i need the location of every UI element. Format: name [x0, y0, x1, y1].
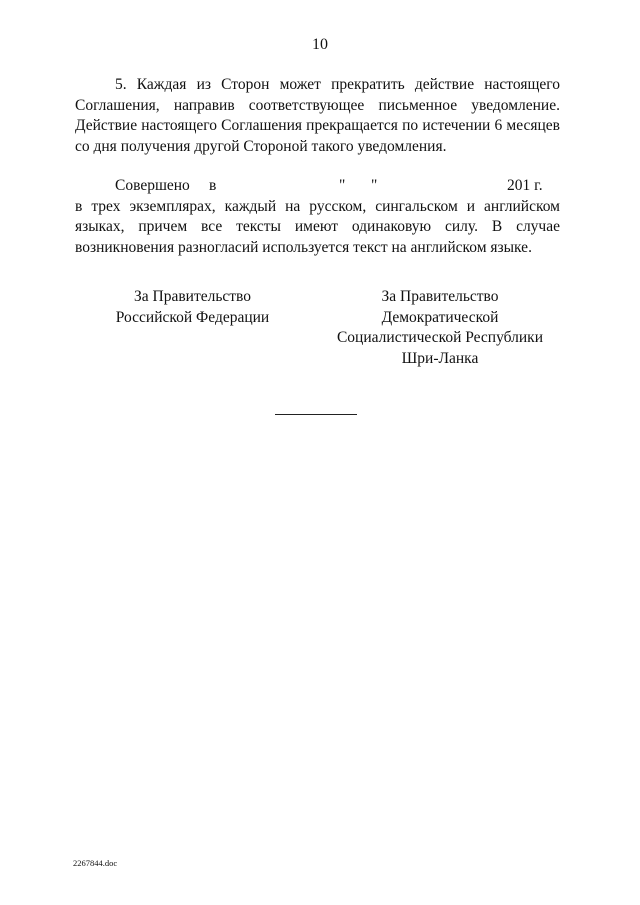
- done-in-line: языках, причем все тексты имеют одинаковую силу. В случае: [75, 218, 560, 235]
- clause-5-line: 5. Каждая из Сторон может прекратить действие настоящего: [115, 76, 560, 93]
- done-in-line: в трех экземплярах, каждый на русском, сингальском и английском: [75, 197, 560, 215]
- done-in-line: возникновения разногласий используется текст на английском языке.: [75, 238, 532, 256]
- clause-5-line: Действие настоящего Соглашения прекращается по истечении 6 месяцев: [75, 117, 560, 134]
- done-in-paragraph: [75, 176, 560, 258]
- done-in-first-line: [75, 176, 560, 197]
- date-quote-close: ": [371, 177, 378, 194]
- signature-line: Демократической: [381, 308, 499, 326]
- signature-line: За Правительство: [381, 288, 499, 305]
- clause-5-line: Соглашения, направив соответствующее письменное уведомление.: [75, 96, 560, 114]
- done-in-preposition: в: [209, 177, 217, 194]
- year-text: 201 г.: [507, 177, 543, 194]
- signature-block-sri-lanka: [330, 287, 550, 369]
- page-number: 10: [312, 36, 328, 53]
- date-quote-open: ": [339, 177, 346, 194]
- signature-line: Шри-Ланка: [401, 349, 479, 367]
- clause-5-line: со дня получения другой Стороной такого уведомления.: [75, 137, 447, 155]
- signature-line: Российской Федерации: [115, 308, 270, 326]
- clause-5-paragraph: [75, 75, 560, 157]
- done-word: Совершено: [115, 177, 190, 194]
- document-code: 2267844.doc: [73, 858, 118, 868]
- signature-line: Социалистической Республики: [336, 329, 544, 346]
- end-separator-line: [275, 414, 357, 415]
- signature-line: За Правительство: [133, 288, 252, 305]
- signature-block-russia: [100, 287, 285, 328]
